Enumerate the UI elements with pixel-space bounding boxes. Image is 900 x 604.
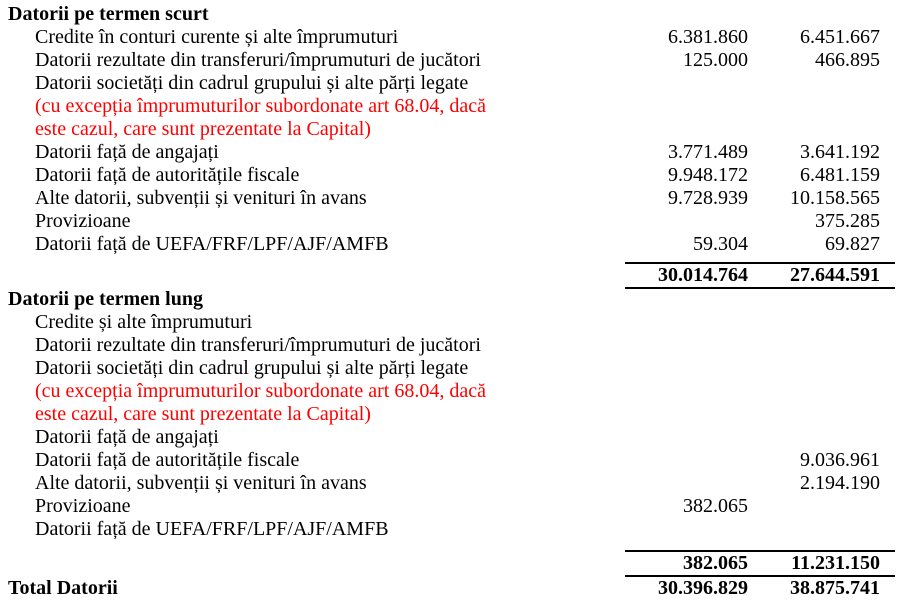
row-value-col2 — [760, 311, 895, 334]
row-value-col2 — [760, 72, 895, 95]
row-value-col2: 2.194.190 — [800, 472, 880, 494]
section-heading-long-term: Datorii pe termen lung — [8, 288, 203, 310]
row-value-col1 — [625, 72, 760, 95]
row-label-note: este cazul, care sunt prezentate la Capital) — [35, 118, 371, 140]
row-value-col1: 6.381.860 — [668, 26, 748, 48]
subtotal-col1: 30.014.764 — [625, 263, 760, 288]
row-value-col1: 382.065 — [683, 495, 748, 517]
spacer-row — [8, 256, 895, 263]
empty-cell — [760, 288, 895, 311]
row-label: Datorii rezultate din transferuri/împrumuturi de jucători — [35, 334, 481, 356]
row-label-note: este cazul, care sunt prezentate la Capital) — [35, 403, 371, 425]
row-value-col2 — [760, 380, 895, 403]
table-row — [8, 72, 895, 95]
liabilities-table — [8, 3, 895, 600]
row-value-col1 — [625, 311, 760, 334]
row-label: Credite în conturi curente și alte împrumuturi — [35, 26, 399, 48]
table-row — [8, 311, 895, 334]
empty-cell — [8, 551, 625, 576]
row-value-col1: 59.304 — [693, 233, 748, 255]
row-label: Datorii față de UEFA/FRF/LPF/AJF/AMFB — [35, 518, 389, 540]
row-value-col1 — [625, 118, 760, 141]
row-label-note: (cu excepția împrumuturilor subordonate art 68.04, dacă — [35, 95, 486, 117]
table-row — [8, 26, 895, 49]
row-label: Datorii societăți din cadrul grupului și alte părți legate — [35, 357, 469, 379]
table-row — [8, 233, 895, 256]
row-value-col2: 69.827 — [825, 233, 880, 255]
row-value-col1 — [625, 518, 760, 541]
total-col1: 30.396.829 — [658, 577, 748, 599]
table-row — [8, 164, 895, 187]
empty-cell — [760, 3, 895, 26]
table-row — [8, 210, 895, 233]
table-row — [8, 187, 895, 210]
section-heading-row — [8, 288, 895, 311]
row-value-col2 — [760, 426, 895, 449]
row-value-col1 — [625, 472, 760, 495]
row-value-col1 — [625, 426, 760, 449]
row-value-col1: 125.000 — [683, 49, 748, 71]
table-row — [8, 357, 895, 380]
row-value-col1 — [625, 95, 760, 118]
row-label: Datorii față de autoritățile fiscale — [35, 449, 300, 471]
row-label: Credite și alte împrumuturi — [35, 311, 253, 333]
row-value-col1: 9.948.172 — [668, 164, 748, 186]
row-value-col1 — [625, 210, 760, 233]
row-value-col2 — [760, 518, 895, 541]
row-value-col2: 6.451.667 — [800, 26, 880, 48]
row-label: Datorii față de angajați — [35, 426, 219, 448]
total-col2: 38.875.741 — [790, 577, 880, 599]
row-value-col2 — [760, 495, 895, 518]
row-value-col2 — [760, 118, 895, 141]
row-value-col2: 375.285 — [815, 210, 880, 232]
subtotal-col2: 27.644.591 — [760, 263, 895, 288]
table-row — [8, 426, 895, 449]
subtotal-row-long-term — [8, 551, 895, 576]
row-value-col1 — [625, 380, 760, 403]
row-value-col2: 9.036.961 — [800, 449, 880, 471]
spacer-row — [8, 541, 895, 551]
row-value-col2 — [760, 95, 895, 118]
row-label: Datorii față de autoritățile fiscale — [35, 164, 300, 186]
row-value-col2 — [760, 334, 895, 357]
row-value-col1: 9.728.939 — [668, 187, 748, 209]
row-value-col2: 6.481.159 — [800, 164, 880, 186]
row-label: Alte datorii, subvenții și venituri în avans — [35, 187, 367, 209]
table-row — [8, 449, 895, 472]
subtotal-col2: 11.231.150 — [760, 551, 895, 576]
row-value-col1 — [625, 403, 760, 426]
row-value-col1: 3.771.489 — [668, 141, 748, 163]
subtotal-row-short-term — [8, 263, 895, 288]
row-value-col2 — [760, 357, 895, 380]
total-label: Total Datorii — [8, 577, 118, 599]
row-label: Datorii rezultate din transferuri/împrumuturi de jucători — [35, 49, 481, 71]
table-row — [8, 49, 895, 72]
table-row — [8, 118, 895, 141]
row-label: Provizioane — [35, 495, 131, 517]
empty-cell — [625, 3, 760, 26]
section-heading-short-term: Datorii pe termen scurt — [8, 3, 209, 25]
row-label: Provizioane — [35, 210, 131, 232]
empty-cell — [8, 263, 625, 288]
row-value-col1 — [625, 357, 760, 380]
table-row — [8, 472, 895, 495]
table-row — [8, 495, 895, 518]
row-label: Datorii societăți din cadrul grupului și alte părți legate — [35, 72, 469, 94]
section-heading-row — [8, 3, 895, 26]
row-value-col2: 10.158.565 — [790, 187, 880, 209]
row-label: Datorii față de angajați — [35, 141, 219, 163]
table-row — [8, 518, 895, 541]
subtotal-col1: 382.065 — [625, 551, 760, 576]
row-value-col2 — [760, 403, 895, 426]
row-label-note: (cu excepția împrumuturilor subordonate art 68.04, dacă — [35, 380, 486, 402]
table-row — [8, 380, 895, 403]
row-value-col2: 3.641.192 — [800, 141, 880, 163]
total-row — [8, 576, 895, 600]
table-row — [8, 403, 895, 426]
empty-cell — [625, 288, 760, 311]
row-value-col1 — [625, 334, 760, 357]
table-row — [8, 141, 895, 164]
row-label: Alte datorii, subvenții și venituri în avans — [35, 472, 367, 494]
row-label: Datorii față de UEFA/FRF/LPF/AJF/AMFB — [35, 233, 389, 255]
table-row — [8, 334, 895, 357]
table-row — [8, 95, 895, 118]
row-value-col2: 466.895 — [815, 49, 880, 71]
row-value-col1 — [625, 449, 760, 472]
